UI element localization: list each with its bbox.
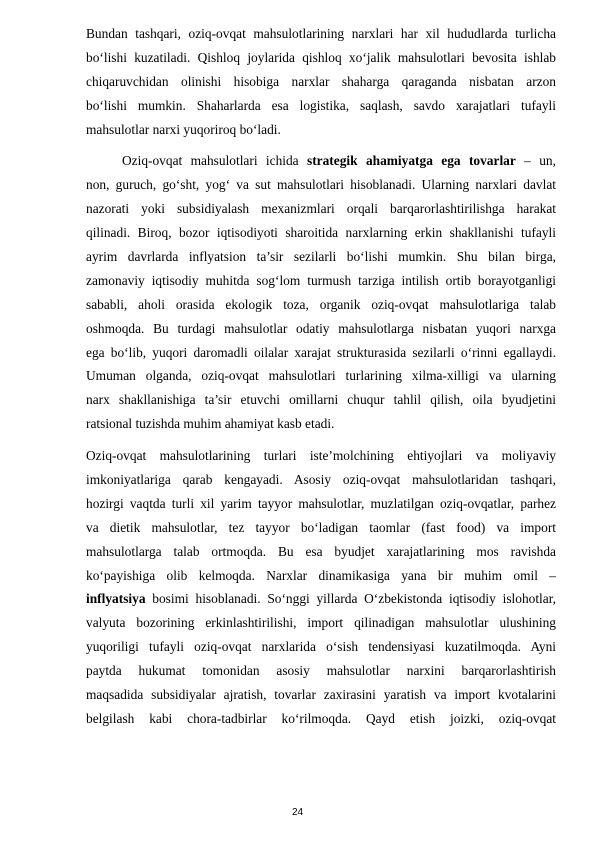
page-number: 24 — [291, 807, 304, 818]
text-line: yuqoriligi tufayli oziq-ovqat narxlarida o‘sish tendensiyasi kuzatilmoqda. Ayni — [86, 639, 556, 655]
text-line — [86, 149, 556, 173]
text-line: paytda hukumat tomonidan asosiy mahsulotlar narxini barqarorlashtirish — [86, 663, 556, 679]
text-line: bo‘lishi kuzatiladi. Qishloq joylarida qishloq xo‘jalik mahsulotlari bevosita ishlab — [86, 49, 556, 65]
text-line: Bundan tashqari, oziq-ovqat mahsulotlarining narxlari har xil hududlarda turlicha — [86, 26, 556, 41]
bold-term-inflation: inflyatsiya — [86, 591, 146, 607]
text-line: non, guruch, go‘sht, yog‘ va sut mahsulotlari hisoblanadi. Ularning narxlari davlat — [86, 177, 556, 193]
text-line: imkoniyatlariga qarab kengayadi. Asosiy oziq-ovqat mahsulotlaridan tashqari, — [86, 472, 556, 488]
text-line: Oziq-ovqat mahsulotlarining turlari iste’molchining ehtiyojlari va moliyaviy — [86, 448, 556, 464]
paragraph-2 — [86, 149, 556, 436]
document-page — [86, 22, 556, 731]
text-line: oshmoqda. Bu turdagi mahsulotlar odatiy mahsulotlarga nisbatan yuqori narxga — [86, 320, 556, 336]
bold-term-strategic-goods: strategik ahamiyatga ega tovarlar — [307, 153, 516, 169]
text-line: zamonaviy iqtisodiy muhitda sog‘lom turmush tarziga intilish ortib borayotganligi — [86, 272, 556, 288]
text-line: nazorati yoki subsidiyalash mexanizmlari orqali barqarorlashtirilishga harakat — [86, 201, 556, 217]
text-line: valyuta bozorining erkinlashtirilishi, import qilinadigan mahsulotlar ulushining — [86, 615, 556, 631]
text-line: ratsional tuzishda muhim ahamiyat kasb etadi. — [86, 416, 335, 432]
text-line: belgilash kabi chora-tadbirlar ko‘rilmoqda. Qayd etish joizki, oziq-ovqat — [86, 710, 556, 726]
text-line: mahsulotlarga talab ortmoqda. Bu esa byudjet xarajatlarining mos ravishda — [86, 543, 556, 559]
text-run: – un, — [515, 153, 556, 169]
text-line: mahsulotlar narxi yuqoriroq bo‘ladi. — [86, 121, 281, 137]
text-line: va dietik mahsulotlar, tez tayyor bo‘ladigan taomlar (fast food) va import — [86, 519, 556, 535]
text-line: Umuman olganda, oziq-ovqat mahsulotlari turlarining xilma-xilligi va ularning — [86, 368, 556, 384]
text-line: chiqaruvchidan olinishi hisobiga narxlar shaharga qaraganda nisbatan arzon — [86, 73, 556, 89]
text-line: maqsadida subsidiyalar ajratish, tovarlar zaxirasini yaratish va import kvotalarini — [86, 687, 556, 703]
paragraph-3 — [86, 444, 556, 731]
text-line — [86, 587, 556, 611]
paragraph-spacer — [86, 436, 556, 444]
text-line: narx shakllanishiga ta’sir etuvchi omillarni chuqur tahlil qilish, oila byudjetini — [86, 392, 556, 408]
text-line: bo‘lishi mumkin. Shaharlarda esa logistika, saqlash, savdo xarajatlari tufayli — [86, 97, 556, 113]
text-line: ega bo‘lib, yuqori daromadli oilalar xarajat strukturasida sezilarli o‘rinni egallaydi. — [86, 344, 556, 360]
text-line: ayrim davrlarda inflyatsion ta’sir sezilarli bo‘lishi mumkin. Shu bilan birga, — [86, 249, 556, 265]
text-line: sababli, aholi orasida ekologik toza, organik oziq-ovqat mahsulotlariga talab — [86, 296, 556, 312]
text-line: hozirgi vaqtda turli xil yarim tayyor mahsulotlar, muzlatilgan oziq-ovqatlar, parhez — [86, 495, 556, 511]
text-line: qilinadi. Biroq, bozor iqtisodiyoti sharoitida narxlarning erkin shakllanishi tufayli — [86, 225, 556, 241]
paragraph-spacer — [86, 141, 556, 149]
paragraph-1 — [86, 22, 556, 141]
text-run: bosimi hisoblanadi. So‘nggi yillarda O‘zbekistonda iqtisodiy islohotlar, — [145, 591, 556, 607]
text-run: Oziq-ovqat mahsulotlari ichida — [122, 153, 307, 169]
text-line: ko‘payishiga olib kelmoqda. Narxlar dinamikasiga yana bir muhim omil – — [86, 567, 556, 583]
